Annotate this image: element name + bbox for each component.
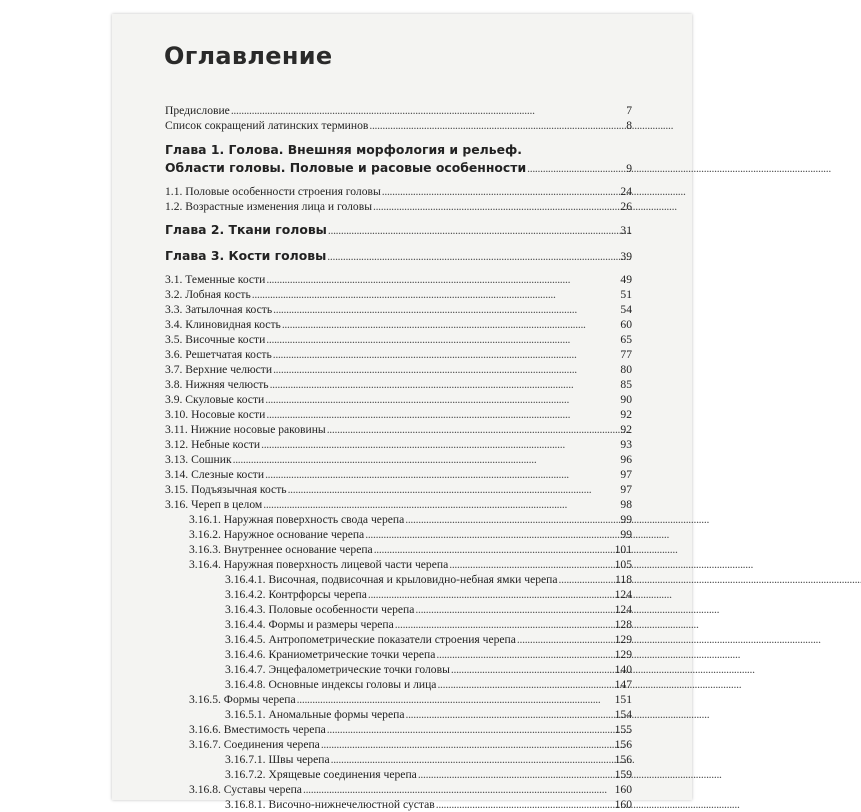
toc-entry-page: 124 (614, 603, 632, 616)
dot-leader (288, 482, 620, 497)
dot-leader (449, 557, 613, 572)
toc-entry (165, 692, 632, 707)
toc-entry-page: 85 (620, 378, 632, 391)
toc-entry-label: 3.16.4.6. Краниометрические точки черепа (225, 648, 436, 661)
toc-entry-page: 54 (620, 303, 632, 316)
dot-leader (437, 677, 613, 692)
toc-entry-page: 39 (620, 250, 632, 263)
toc-entry (165, 662, 632, 677)
toc-entry (165, 797, 632, 812)
toc-entry-page: 98 (620, 498, 632, 511)
toc-entry-label: 3.16.4.5. Антропометрические показатели строения черепа (225, 633, 516, 646)
toc-entry-page: 8 (626, 119, 632, 132)
dot-leader (265, 392, 619, 407)
toc-entry-page: 129 (614, 648, 632, 661)
dot-leader (382, 184, 620, 199)
toc-entry-page: 60 (620, 318, 632, 331)
toc-entry-page: 93 (620, 438, 632, 451)
dot-leader (415, 602, 613, 617)
dot-leader (273, 362, 619, 377)
dot-leader (451, 662, 614, 677)
toc-entry-label: 3.6. Решетчатая кость (165, 348, 272, 361)
toc-entry-page: 96 (620, 453, 632, 466)
toc-entry-label: 3.15. Подъязычная кость (165, 483, 287, 496)
toc-entry-label: 3.11. Нижние носовые раковины (165, 423, 326, 436)
dot-leader (303, 782, 614, 797)
toc-entry-label: Предисловие (165, 104, 230, 117)
toc-entry-page: 105 (614, 558, 632, 571)
toc-entry-label: 1.1. Половые особенности строения головы (165, 185, 381, 198)
toc-entry (165, 332, 632, 347)
toc-entry-page: 140 (614, 663, 632, 676)
toc-entry-label: 3.14. Слезные кости (165, 468, 265, 481)
toc-entry-label: 3.2. Лобная кость (165, 288, 251, 301)
toc-entry (165, 199, 632, 214)
toc-entry (165, 677, 632, 692)
toc-entry-chapter-3 (165, 247, 632, 265)
toc-entry-page: 97 (620, 483, 632, 496)
dot-leader (328, 222, 620, 240)
toc-entry-chapter-1 (165, 159, 632, 177)
toc-entry (165, 497, 632, 512)
dot-leader (405, 512, 619, 527)
toc-entry (165, 377, 632, 392)
toc-entry-label: 3.16.4.7. Энцефалометрические точки головы (225, 663, 450, 676)
dot-leader (266, 332, 619, 347)
toc-entry-page: 151 (614, 693, 632, 706)
toc-entry (165, 602, 632, 617)
toc-entry-page: 51 (620, 288, 632, 301)
toc-entry (165, 422, 632, 437)
toc-entry-label: 3.16.4.4. Формы и размеры черепа (225, 618, 394, 631)
toc-entry (165, 392, 632, 407)
toc-entry (165, 317, 632, 332)
toc-entry-label: 3.5. Височные кости (165, 333, 266, 346)
toc-entry-label: 3.8. Нижняя челюсть (165, 378, 269, 391)
dot-leader (327, 248, 619, 266)
toc-entry-label: 3.12. Небные кости (165, 438, 261, 451)
toc-entry-abbreviations (165, 118, 632, 133)
dot-leader (368, 587, 614, 602)
toc-entry (165, 287, 632, 302)
toc-entry-page: 77 (620, 348, 632, 361)
toc-entry (165, 302, 632, 317)
toc-entry (165, 557, 632, 572)
toc-entry (165, 737, 632, 752)
dot-leader (321, 737, 614, 752)
toc-entry-label: 3.7. Верхние челюсти (165, 363, 273, 376)
toc-entry-page: 147 (614, 678, 632, 691)
toc-entry-page: 101 (614, 543, 632, 556)
dot-leader (436, 797, 614, 812)
dot-leader (273, 347, 620, 362)
dot-leader (373, 199, 619, 214)
toc-entry-page: 154 (614, 708, 632, 721)
toc-entry (165, 184, 632, 199)
toc-entry-page: 99 (620, 513, 632, 526)
dot-leader (270, 377, 620, 392)
dot-leader (252, 287, 620, 302)
toc-entry-label: 3.9. Скуловые кости (165, 393, 265, 406)
toc-entry-page: 92 (620, 423, 632, 436)
chapter-3-section-list (165, 272, 632, 812)
toc-entry-label: 3.16.1. Наружная поверхность свода черепа (189, 513, 405, 526)
toc-entry-label: 3.16.5.1. Аномальные формы черепа (225, 708, 405, 721)
toc-entry-page: 156 (614, 738, 632, 751)
dot-leader (261, 437, 619, 452)
toc-entry (165, 362, 632, 377)
toc-entry (165, 587, 632, 602)
dot-leader (297, 692, 614, 707)
dot-leader (559, 572, 615, 587)
toc-entry-page: 90 (620, 393, 632, 406)
toc-entry-label: 3.16.4.3. Половые особенности черепа (225, 603, 415, 616)
toc-entry (165, 527, 632, 542)
dot-leader (527, 160, 625, 178)
toc-entry-label: 3.16. Череп в целом (165, 498, 263, 511)
toc-entry-page: 31 (620, 224, 632, 237)
toc-entry-page: 7 (626, 104, 632, 117)
toc-entry-label: 3.16.6. Вместимость черепа (189, 723, 326, 736)
toc-entry-page: 160 (614, 783, 632, 796)
dot-leader (266, 272, 619, 287)
toc-entry-chapter-2 (165, 221, 632, 239)
toc-entry-label: 3.3. Затылочная кость (165, 303, 273, 316)
toc-entry (165, 437, 632, 452)
toc-entry-label: 3.16.2. Наружное основание черепа (189, 528, 365, 541)
dot-leader (327, 422, 620, 437)
dot-leader (418, 767, 614, 782)
dot-leader (233, 452, 620, 467)
toc-entry-label: 3.16.8.1. Височно-нижнечелюстной сустав (225, 798, 435, 811)
chapter-3-title: Глава 3. Кости головы (165, 248, 327, 263)
toc-entry-label: 3.16.7. Соединения черепа (189, 738, 320, 751)
dot-leader (331, 752, 614, 767)
toc-entry-page: 124 (614, 588, 632, 601)
toc-entry (165, 542, 632, 557)
toc-entry (165, 632, 632, 647)
toc-entry (165, 617, 632, 632)
dot-leader (282, 317, 620, 332)
toc-entry (165, 452, 632, 467)
dot-leader (327, 722, 614, 737)
table-of-contents (165, 103, 632, 812)
toc-entry-page: 80 (620, 363, 632, 376)
chapter-2-title: Глава 2. Ткани головы (165, 222, 327, 237)
toc-entry (165, 647, 632, 662)
toc-entry-label: 3.16.4.2. Контрфорсы черепа (225, 588, 367, 601)
toc-entry-page: 9 (626, 162, 632, 175)
toc-entry-label: 1.2. Возрастные изменения лица и головы (165, 200, 372, 213)
toc-entry-label: 3.16.4. Наружная поверхность лицевой части черепа (189, 558, 449, 571)
dot-leader (369, 118, 625, 133)
toc-entry-page: 128 (614, 618, 632, 631)
toc-entry-label: 3.16.4.8. Основные индексы головы и лица (225, 678, 437, 691)
toc-entry-page: 129 (614, 633, 632, 646)
dot-leader (436, 647, 613, 662)
toc-entry (165, 722, 632, 737)
toc-entry (165, 572, 632, 587)
toc-entry-label: 3.16.5. Формы черепа (189, 693, 296, 706)
chapter-1-title-line-1: Глава 1. Голова. Внешняя морфология и рельеф. (165, 142, 522, 157)
toc-entry-label: 3.16.3. Внутреннее основание черепа (189, 543, 373, 556)
toc-entry (165, 407, 632, 422)
dot-leader (365, 527, 619, 542)
dot-leader (265, 467, 619, 482)
toc-entry (165, 467, 632, 482)
toc-entry (165, 272, 632, 287)
toc-entry-label: 3.10. Носовые кости (165, 408, 266, 421)
toc-entry-label: 3.16.7.1. Швы черепа (225, 753, 330, 766)
toc-entry (165, 767, 632, 782)
toc-entry-page: 118 (615, 573, 632, 586)
dot-leader (395, 617, 614, 632)
toc-entry-page: 156 (614, 753, 632, 766)
toc-entry-page: 99 (620, 528, 632, 541)
toc-entry-label: 3.13. Сошник (165, 453, 232, 466)
toc-entry-label: Список сокращений латинских терминов (165, 119, 369, 132)
page-title: Оглавление (164, 42, 333, 70)
toc-entry (165, 347, 632, 362)
toc-entry-label: 3.1. Теменные кости (165, 273, 266, 286)
toc-entry (165, 482, 632, 497)
chapter-1-title-line-2: Области головы. Половые и расовые особенности (165, 160, 527, 175)
toc-entry-page: 160 (614, 798, 632, 811)
toc-entry-page: 24 (620, 185, 632, 198)
toc-entry-label: 3.16.4.1. Височная, подвисочная и крыловидно-небная ямки черепа (225, 573, 558, 586)
toc-entry-label: 3.16.8. Суставы черепа (189, 783, 302, 796)
dot-leader (517, 632, 614, 647)
dot-leader (263, 497, 619, 512)
toc-entry-preface (165, 103, 632, 118)
toc-entry (165, 707, 632, 722)
toc-entry-page: 26 (620, 200, 632, 213)
toc-entry-label: 3.16.7.2. Хрящевые соединения черепа (225, 768, 417, 781)
toc-entry (165, 752, 632, 767)
dot-leader (231, 103, 625, 118)
toc-entry-page: 159 (614, 768, 632, 781)
dot-leader (374, 542, 614, 557)
toc-entry (165, 782, 632, 797)
toc-entry (165, 512, 632, 527)
toc-entry-page: 155 (614, 723, 632, 736)
toc-entry-page: 65 (620, 333, 632, 346)
toc-entry-label: 3.4. Клиновидная кость (165, 318, 281, 331)
dot-leader (273, 302, 619, 317)
toc-entry-page: 97 (620, 468, 632, 481)
toc-entry-page: 49 (620, 273, 632, 286)
dot-leader (405, 707, 613, 722)
toc-entry-page: 92 (620, 408, 632, 421)
dot-leader (266, 407, 619, 422)
